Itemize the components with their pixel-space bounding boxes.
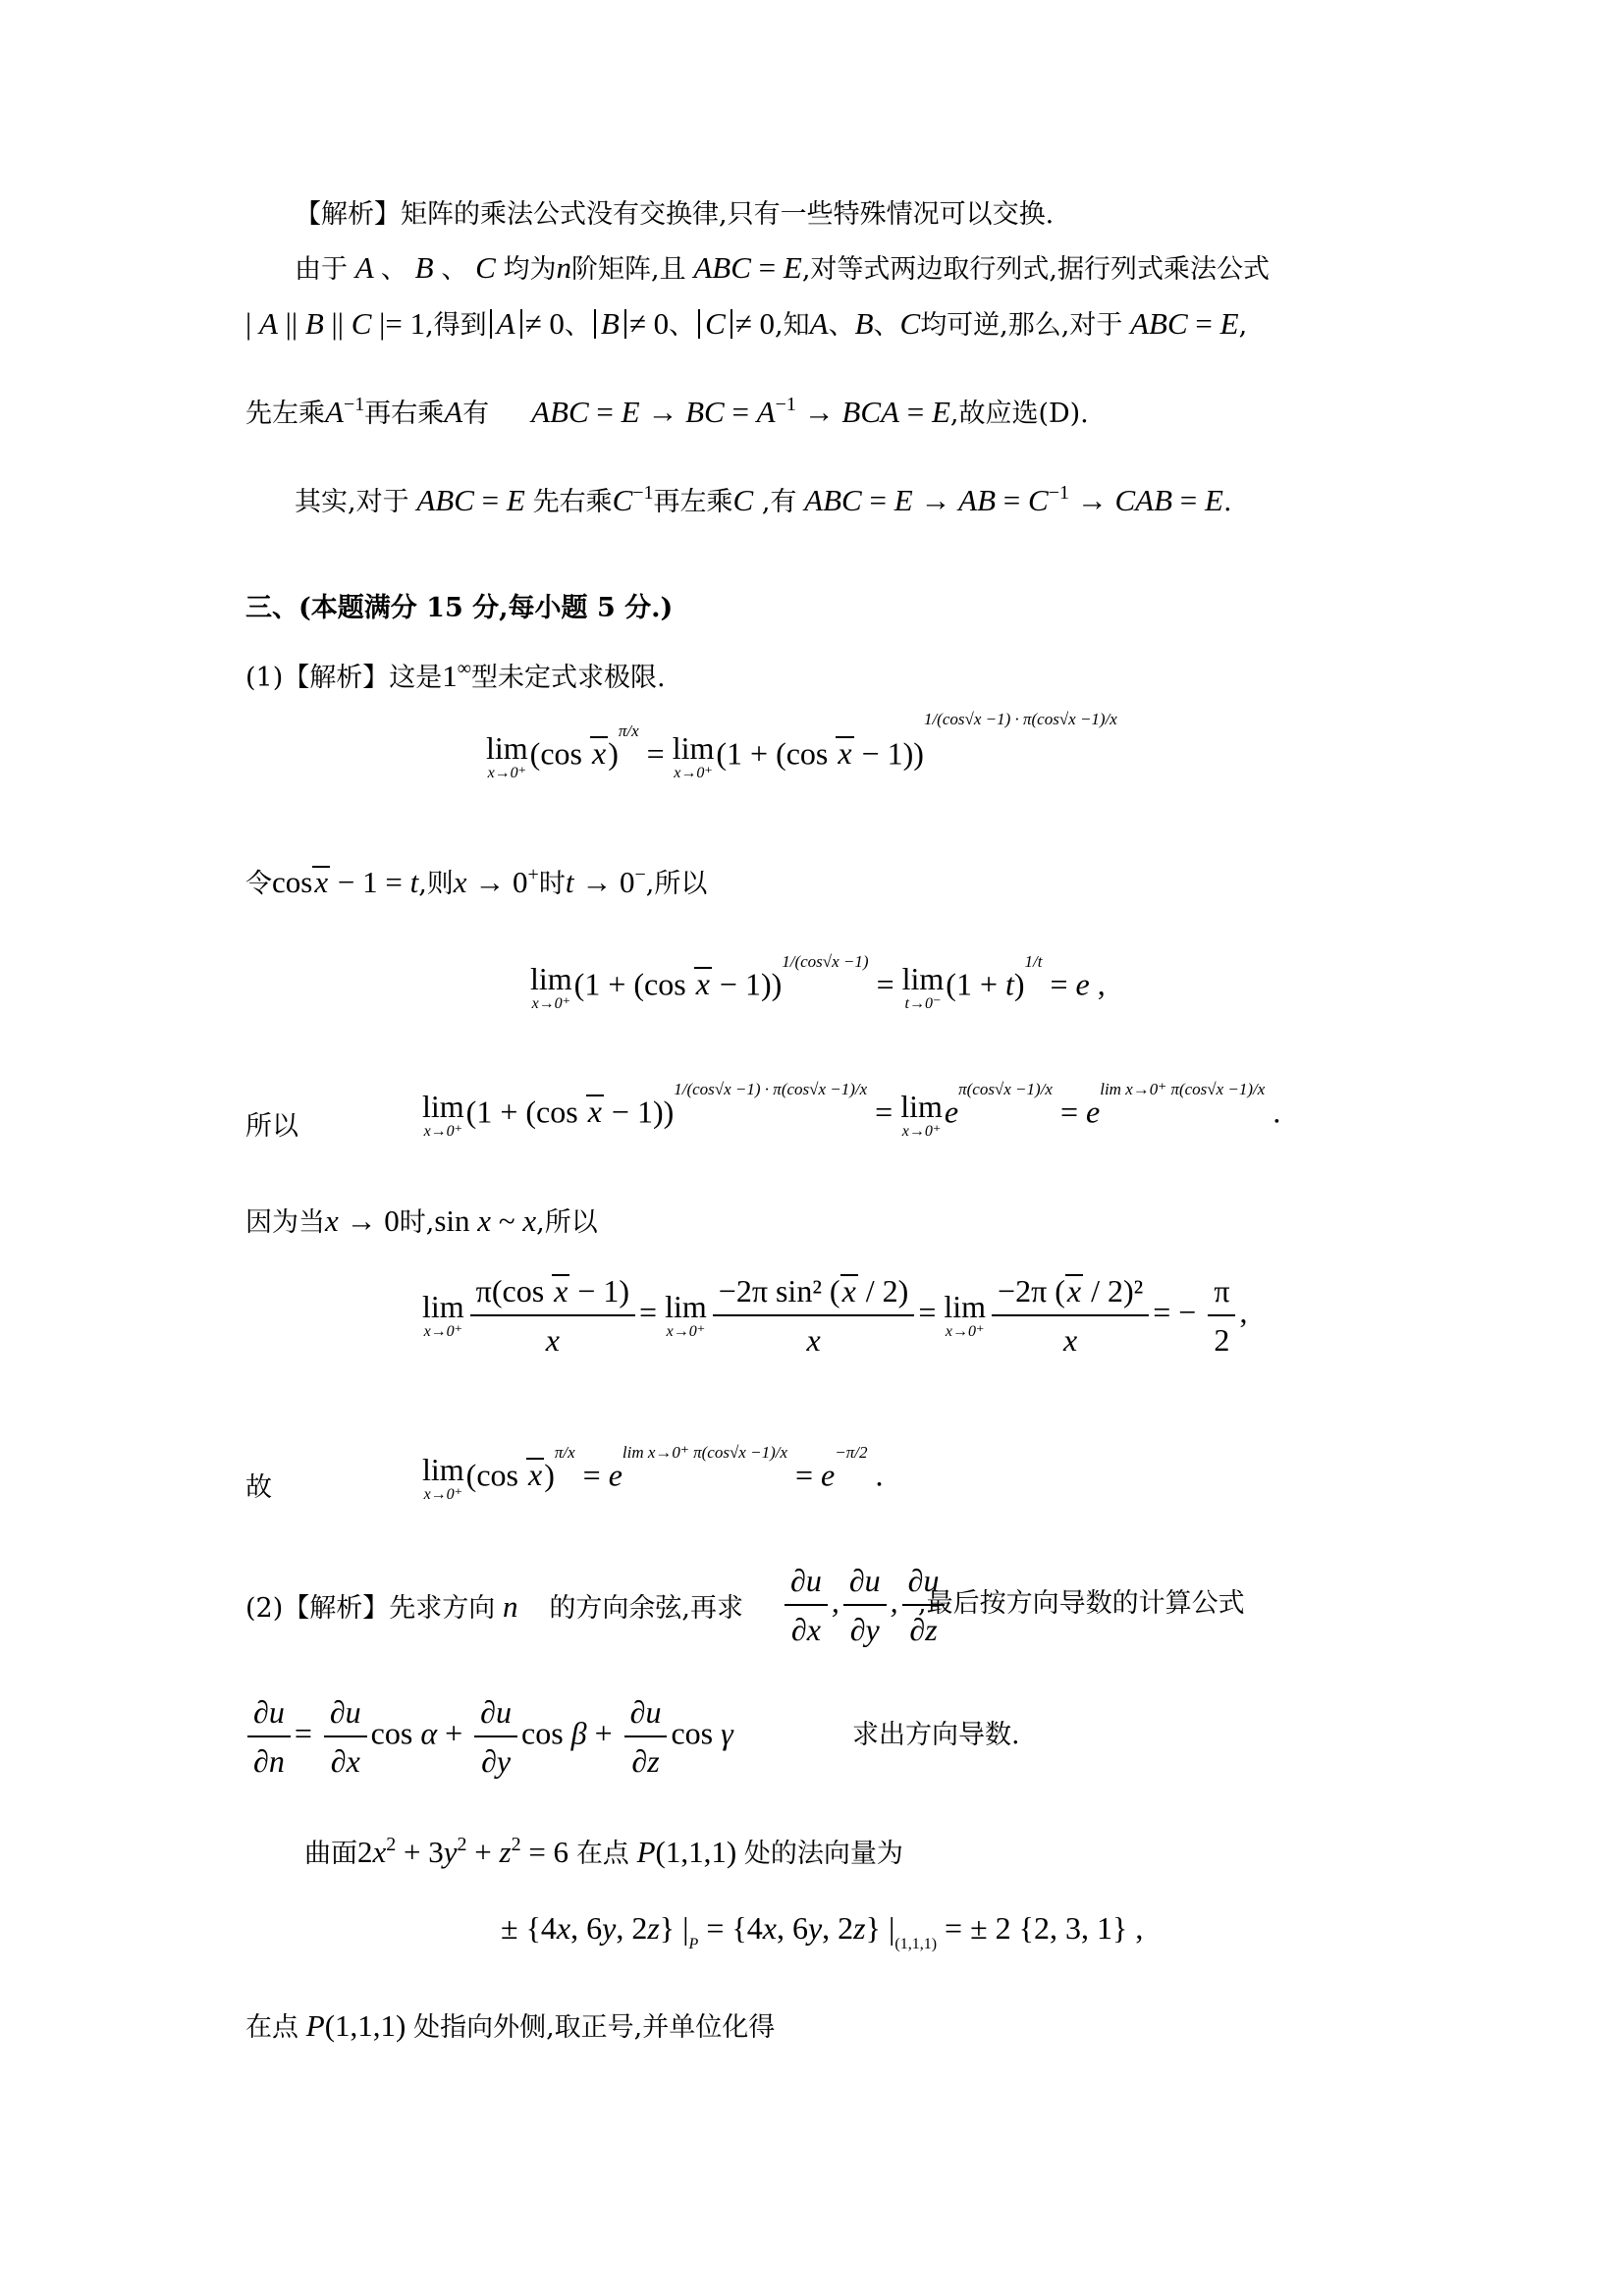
equation-final-limit: lim x→0⁺ (cos $x)^{\pi/x} = e^{lim x\to 0^+ \pi(cos√x -1)/x} = e^{-\pi/2}$ .	[422, 1443, 884, 1503]
q2-intro: (2)【解析】先求方向 n⃗ 的方向余弦,再求	[245, 1589, 743, 1624]
equation-equivalent-infinitesimal: lim x→0⁺ $\frac{\text{π(cos x − 1)}}{x}$ = lim x→0⁺ $\frac{\text{−2π sin² (x / 2)}}{x}$ = lim x→0⁺ $\frac{\text{−2π (x / 2)²}}{x}$ = − $\frac{\pi}{2}$ ,	[422, 1273, 1248, 1358]
q1-intro: (1)【解析】这是1∞型未定式求极限.	[245, 658, 666, 693]
section-three-heading: 三、(本题满分 15 分,每小题 5 分.)	[245, 593, 674, 623]
final-line: 在点 P(1,1,1) 处指向外侧,取正号,并单位化得	[245, 2008, 776, 2043]
equation-important-limit: lim x→0⁺ (1 + (cos x − 1))$^{1/(cos√x -1)}$ = lim t→0⁻ $(1 + t)^{1/t} = e$ ,	[530, 952, 1106, 1012]
substitution-line: 令cosx − 1 = t,则x → 0+时t → 0−,所以	[245, 864, 708, 899]
normal-vector-equation: ± {4x, 6y, 2z} $|_P = \{4x$, 6y, 2z} $|_{(1,1,1)}$ = ± 2 {2, 3, 1} ,	[501, 1910, 1144, 1952]
formula-tail-text: 求出方向导数.	[852, 1720, 1020, 1750]
therefore-label: 故	[245, 1472, 272, 1503]
directional-derivative-formula: $\frac{\partial u}{\partial n}$ = $\frac{\partial u}{\partial x}$ cos α + $\frac{\partial u}{\partial y}$ cos β + $\frac{\partial u}{\partial z}$ cos γ	[244, 1692, 733, 1781]
so-label-1: 所以	[245, 1111, 298, 1142]
analysis-paragraph-4: 先左乘$A^{-1}$再右乘A有 ABC = E → BC = $A^{-1}$ → BCA = E,故应选(D).	[245, 394, 1089, 429]
partial-derivatives-list: $\frac{\partial u}{\partial x}$ , $\frac{\partial u}{\partial y}$ , $\frac{\partial u}{\partial z}$	[781, 1561, 948, 1649]
analysis-paragraph-1: 【解析】矩阵的乘法公式没有交换律,只有一些特殊情况可以交换.	[295, 199, 1055, 230]
analysis-paragraph-5: 其实,对于 ABC = E 先右乘$C^{-1}$再左乘C ,有 ABC = E → AB = $C^{-1}$ → CAB = E.	[295, 482, 1232, 517]
because-line: 因为当x → 0时,sin x ~ x,所以	[245, 1203, 598, 1238]
surface-line: 曲面$2x^2 + 3y^2 + z^2 = 6$ 在点 P(1,1,1) 处的法向量为	[304, 1834, 903, 1869]
q2-intro-tail: ,最后按方向导数的计算公式	[918, 1588, 1245, 1619]
analysis-paragraph-2: 由于 A 、 B 、 C 均为n阶矩阵,且 ABC = E,对等式两边取行列式,据行列式乘法公式	[295, 250, 1271, 285]
equation-exponential-form: lim x→0⁺ (1 + (cos x − 1))$^{1/(cos√x -1) \cdot \pi(cos√x -1)/x}$ = lim x→0⁺ $e^{\pi(cos√x -1)/x} = e^{lim x\to 0^+ \pi(cos√x -1)/x}$ .	[422, 1080, 1281, 1140]
analysis-paragraph-3: | A || B || C |= 1,得到 A ≠ 0、 B ≠ 0、 C ≠ 0,知A、B、C均可逆,那么,对于 ABC = E,	[245, 306, 1248, 341]
equation-limit-rewrite: lim x→0⁺ (cos x)$^{\pi/x}$ = lim x→0⁺ (1 + (cos x − 1))$^{1/(cos√x -1) \cdot \pi(cos√x -1)/x}$	[486, 710, 1117, 781]
